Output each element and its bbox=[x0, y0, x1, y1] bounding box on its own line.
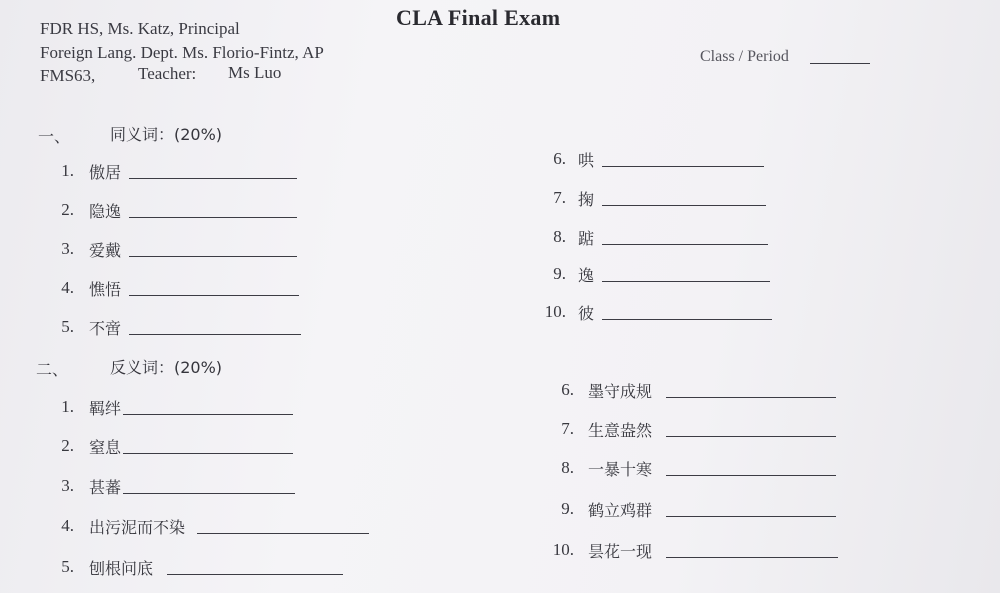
item-term: 隐逸 bbox=[89, 201, 122, 221]
answer-blank[interactable] bbox=[602, 305, 772, 320]
synonym-item bbox=[540, 299, 772, 325]
antonym-item bbox=[40, 394, 293, 420]
item-term: 窒息 bbox=[89, 437, 122, 457]
answer-blank[interactable] bbox=[123, 479, 295, 494]
item-number: 7. bbox=[561, 419, 574, 438]
item-number: 2. bbox=[61, 436, 74, 455]
item-number: 9. bbox=[561, 499, 574, 518]
antonym-item bbox=[550, 455, 836, 481]
item-number: 6. bbox=[553, 149, 566, 168]
exam-title: CLA Final Exam bbox=[396, 5, 561, 30]
item-term: 踮 bbox=[578, 228, 595, 248]
antonym-item bbox=[40, 513, 369, 539]
item-term: 憔悟 bbox=[89, 279, 122, 299]
answer-blank[interactable] bbox=[123, 400, 293, 415]
section2-heading: 反义词：(20%) bbox=[110, 358, 223, 377]
synonym-item bbox=[540, 224, 768, 250]
item-term: 逸 bbox=[578, 265, 595, 285]
item-term: 刨根问底 bbox=[89, 558, 154, 578]
teacher-name: Ms Luo bbox=[228, 63, 282, 82]
answer-blank[interactable] bbox=[129, 320, 301, 335]
antonym-item bbox=[40, 554, 343, 580]
item-term: 出污泥而不染 bbox=[89, 517, 186, 537]
item-number: 1. bbox=[61, 161, 74, 180]
answer-blank[interactable] bbox=[666, 383, 836, 398]
section1-heading: 同义词：(20%) bbox=[110, 125, 223, 144]
department-line: Foreign Lang. Dept. Ms. Florio-Fintz, AP bbox=[40, 43, 324, 62]
answer-blank[interactable] bbox=[129, 203, 297, 218]
item-term: 生意盎然 bbox=[588, 420, 653, 440]
synonym-item bbox=[40, 275, 299, 301]
antonym-item bbox=[550, 496, 836, 522]
synonym-item bbox=[40, 158, 297, 184]
item-number: 7. bbox=[553, 188, 566, 207]
item-term: 彼 bbox=[578, 303, 595, 323]
item-term: 爱戴 bbox=[89, 240, 122, 260]
item-number: 5. bbox=[61, 317, 74, 336]
item-term: 甚蕃 bbox=[89, 477, 122, 497]
item-number: 3. bbox=[61, 476, 74, 495]
item-term: 昙花一现 bbox=[588, 541, 653, 561]
item-number: 4. bbox=[61, 516, 74, 535]
answer-blank[interactable] bbox=[167, 560, 343, 575]
school-line: FDR HS, Ms. Katz, Principal bbox=[40, 19, 240, 38]
item-number: 3. bbox=[61, 239, 74, 258]
synonym-item bbox=[40, 236, 297, 262]
section1-marker: 一、 bbox=[38, 127, 71, 146]
item-number: 6. bbox=[561, 380, 574, 399]
synonym-item bbox=[540, 146, 764, 172]
synonym-item bbox=[540, 261, 770, 287]
answer-blank[interactable] bbox=[666, 461, 836, 476]
item-term: 不啻 bbox=[89, 318, 122, 338]
answer-blank[interactable] bbox=[197, 519, 369, 534]
item-term: 一暴十寒 bbox=[588, 459, 653, 479]
antonym-item bbox=[40, 473, 295, 499]
item-term: 羁绊 bbox=[89, 398, 122, 418]
answer-blank[interactable] bbox=[602, 267, 770, 282]
synonym-item bbox=[40, 314, 301, 340]
antonym-item bbox=[40, 433, 293, 459]
item-number: 5. bbox=[61, 557, 74, 576]
antonym-item bbox=[550, 537, 838, 563]
answer-blank[interactable] bbox=[123, 439, 293, 454]
answer-blank[interactable] bbox=[129, 242, 297, 257]
answer-blank[interactable] bbox=[602, 230, 768, 245]
teacher-label: Teacher: bbox=[138, 64, 197, 83]
synonym-item bbox=[40, 197, 297, 223]
item-number: 4. bbox=[61, 278, 74, 297]
answer-blank[interactable] bbox=[602, 152, 764, 167]
item-term: 掬 bbox=[578, 189, 595, 209]
answer-blank[interactable] bbox=[129, 281, 299, 296]
item-number: 8. bbox=[561, 458, 574, 477]
item-term: 墨守成规 bbox=[588, 381, 653, 401]
antonym-item bbox=[550, 416, 836, 442]
answer-blank[interactable] bbox=[666, 422, 836, 437]
item-term: 鹤立鸡群 bbox=[588, 500, 653, 520]
synonym-item bbox=[540, 185, 766, 211]
item-number: 8. bbox=[553, 227, 566, 246]
class-period-label: Class / Period bbox=[700, 48, 789, 65]
section2-marker: 二、 bbox=[36, 360, 69, 379]
course-code: FMS63, bbox=[40, 66, 96, 85]
answer-blank[interactable] bbox=[666, 502, 836, 517]
answer-blank[interactable] bbox=[602, 191, 766, 206]
answer-blank[interactable] bbox=[666, 543, 838, 558]
class-period-blank[interactable] bbox=[810, 63, 870, 64]
item-term: 傲居 bbox=[89, 162, 122, 182]
item-number: 10. bbox=[544, 302, 566, 321]
answer-blank[interactable] bbox=[129, 164, 297, 179]
item-number: 2. bbox=[61, 200, 74, 219]
item-number: 9. bbox=[553, 264, 566, 283]
item-term: 哄 bbox=[578, 150, 595, 170]
antonym-item bbox=[550, 377, 836, 403]
item-number: 10. bbox=[552, 540, 574, 559]
item-number: 1. bbox=[61, 397, 74, 416]
